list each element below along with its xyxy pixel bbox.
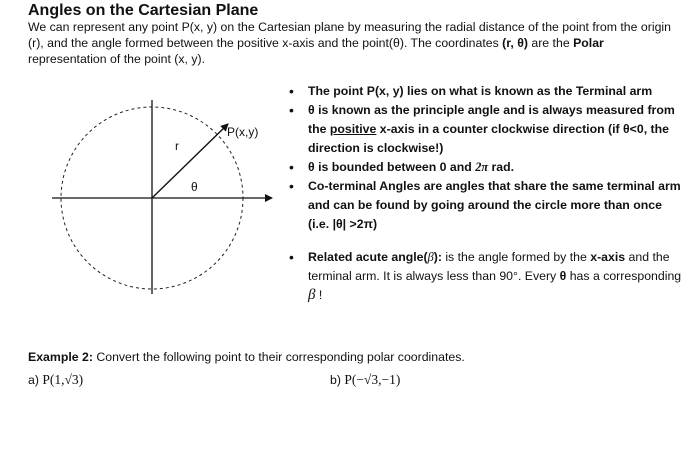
terminal-arm — [152, 124, 228, 198]
bullet-dot: • — [289, 159, 294, 175]
intro-text-1: We can represent any point P(x, y) on the Cartesian plane by measuring the radial distance of the point from the origin (r), and the angle formed between the positive x-axis and the point(θ). The coordinates — [28, 20, 671, 50]
example-part-a: a) P(1,√3) — [28, 372, 84, 387]
point-expression-b: P(−√3,−1) — [344, 372, 401, 387]
page-title: Angles on the Cartesian Plane — [28, 2, 259, 19]
example-heading: Example 2: Convert the following point to their corresponding polar coordinates. — [28, 350, 465, 364]
bullet-bounds: • θ is bounded between 0 and 2π rad. — [289, 159, 515, 175]
example-part-b: b) P(−√3,−1) — [330, 372, 401, 387]
bullet-dot: • — [289, 102, 294, 118]
bullet-related-acute: • Related acute angle(β): is the angle formed by the x-axis and the terminal arm. It is always less than 90°. Every θ has a corresponding β ! — [289, 249, 682, 303]
polar-diagram — [50, 94, 280, 304]
bullet-dot: • — [289, 178, 294, 194]
intro-text-2: are the — [527, 36, 574, 50]
angle-label: θ — [191, 180, 198, 194]
bullet-list — [286, 82, 686, 305]
intro-paragraph — [28, 19, 678, 67]
intro-polar: Polar — [573, 36, 604, 50]
bullet-coterminal: • Co-terminal Angles are angles that share the same terminal arm and can be found by going around the circle more than once (i.e. |θ| >2π) — [289, 178, 681, 231]
point-label: P(x,y) — [227, 125, 259, 139]
bullet-dot: • — [289, 249, 294, 265]
bullet-dot: • — [289, 83, 294, 99]
bullet-terminal-arm: • The point P(x, y) lies on what is known as the Terminal arm — [289, 83, 653, 99]
intro-text-3: representation of the point (x, y). — [28, 52, 206, 66]
intro-coords: (r, θ) — [502, 36, 528, 50]
point-expression-a: P(1,√3) — [42, 372, 84, 387]
radius-label: r — [175, 139, 179, 153]
bullet-principle-angle: • θ is known as the principle angle and is always measured from the positive x-axis in a counter clockwise direction (if θ<0, the direction is clockwise!) — [289, 102, 675, 155]
